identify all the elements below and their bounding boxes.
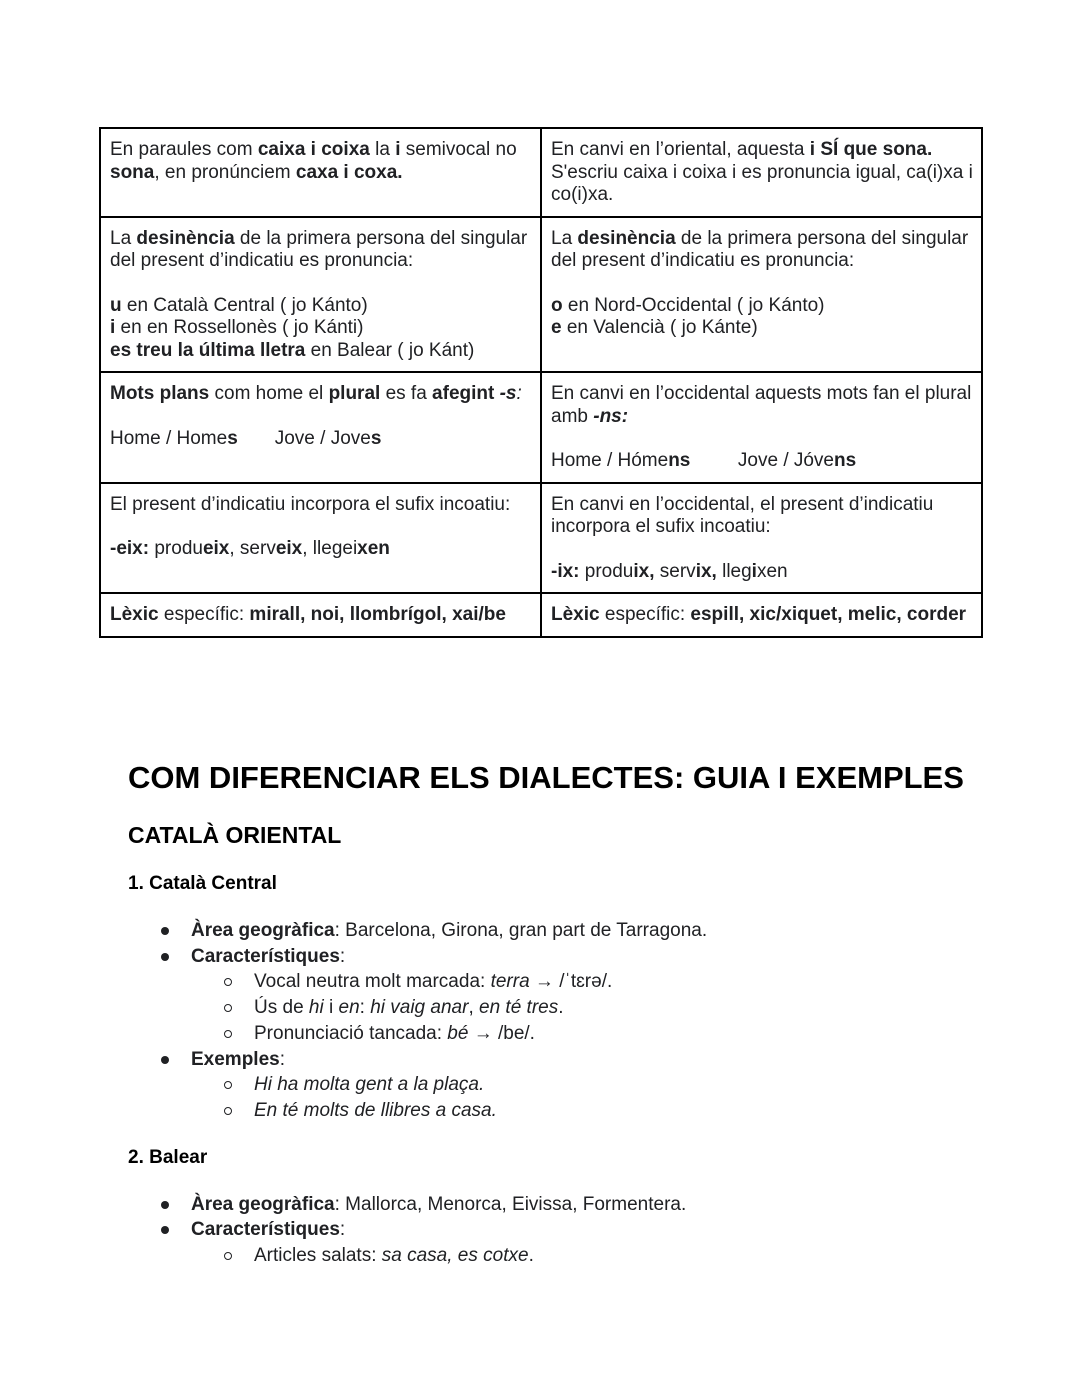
table-row: [100, 593, 982, 637]
table-cell-right: En canvi en l’occidental aquests mots fan el plural amb -ns: Home / Hómens Jove / Jóvens: [541, 372, 982, 483]
list-item-features: [128, 1217, 1008, 1268]
table-cell-left: La desinència de la primera persona del singular del present d’indicatiu es pronuncia: u en Català Central ( jo Kánto) i en en Rossellonès ( jo Kánti) es treu la última lletra en Balear ( jo Kánt): [100, 217, 541, 373]
list-item-features: [128, 944, 1008, 1047]
examples-list: [191, 1072, 1008, 1123]
dialect-title: 1. Català Central: [128, 873, 277, 894]
features-list: [191, 969, 1008, 1046]
list-item: Pronunciació tancada: bé → /be/.: [127, 1021, 1008, 1047]
table-cell-left: El present d’indicatiu incorpora el sufix incoatiu: -eix: produeix, serveix, llegeixen: [100, 483, 541, 594]
table-cell-left: Mots plans com home el plural es fa afegint -s: Home / Homes Jove / Joves: [100, 372, 541, 483]
list-item-examples: [128, 1047, 1008, 1124]
dialect-comparison-table: [99, 127, 983, 638]
table-cell-right: En canvi en l’occidental, el present d’indicatiu incorpora el sufix incoatiu: -ix: produix, servix, llegixen: [541, 483, 982, 594]
features-label: Característiques:: [191, 1219, 346, 1241]
features-list: [191, 1243, 1008, 1269]
table-cell-left: Lèxic específic: mirall, noi, llombrígol, xai/be: [100, 593, 541, 637]
list-item: Articles salats: sa casa, es cotxe.: [127, 1243, 1008, 1269]
bullet-list: [128, 918, 1008, 1124]
list-item: En té molts de llibres a casa.: [127, 1098, 1008, 1124]
table-cell-right: En canvi en l’oriental, aquesta i SÍ que sona. S'escriu caixa i coixa i es pronuncia igual, ca(i)xa i co(i)xa.: [541, 128, 982, 217]
table-row: [100, 372, 982, 483]
guide-section: [128, 758, 1008, 1269]
table-cell-right: La desinència de la primera persona del singular del present d’indicatiu es pronuncia: o en Nord-Occidental ( jo Kánto) e en Valencià ( jo Kánte): [541, 217, 982, 373]
list-item-area: Àrea geogràfica: Mallorca, Menorca, Eivissa, Formentera.: [128, 1192, 1008, 1218]
list-item: Hi ha molta gent a la plaça.: [127, 1072, 1008, 1098]
table-row: [100, 217, 982, 373]
table-cell-left: En paraules com caixa i coixa la i semivocal no sona, en pronúnciem caxa i coxa.: [100, 128, 541, 217]
page-title: COM DIFERENCIAR ELS DIALECTES: GUIA I EXEMPLES: [128, 760, 964, 795]
section-heading-oriental: CATALÀ ORIENTAL: [128, 822, 342, 848]
table-row: [100, 128, 982, 217]
dialect-central: [128, 872, 1008, 1124]
examples-label: Exemples:: [191, 1048, 286, 1070]
list-item-area: Àrea geogràfica: Barcelona, Girona, gran part de Tarragona.: [128, 918, 1008, 944]
dialect-balear: [128, 1146, 1008, 1269]
list-item: Vocal neutra molt marcada: terra → /ˈtɛrə/.: [127, 969, 1008, 995]
dialect-title: 2. Balear: [128, 1146, 208, 1168]
table-row: [100, 483, 982, 594]
table-cell-right: Lèxic específic: espill, xic/xiquet, melic, corder: [541, 593, 982, 637]
bullet-list: [128, 1192, 1008, 1269]
features-label: Característiques:: [191, 945, 346, 967]
list-item: Ús de hi i en: hi vaig anar, en té tres.: [127, 995, 1008, 1021]
